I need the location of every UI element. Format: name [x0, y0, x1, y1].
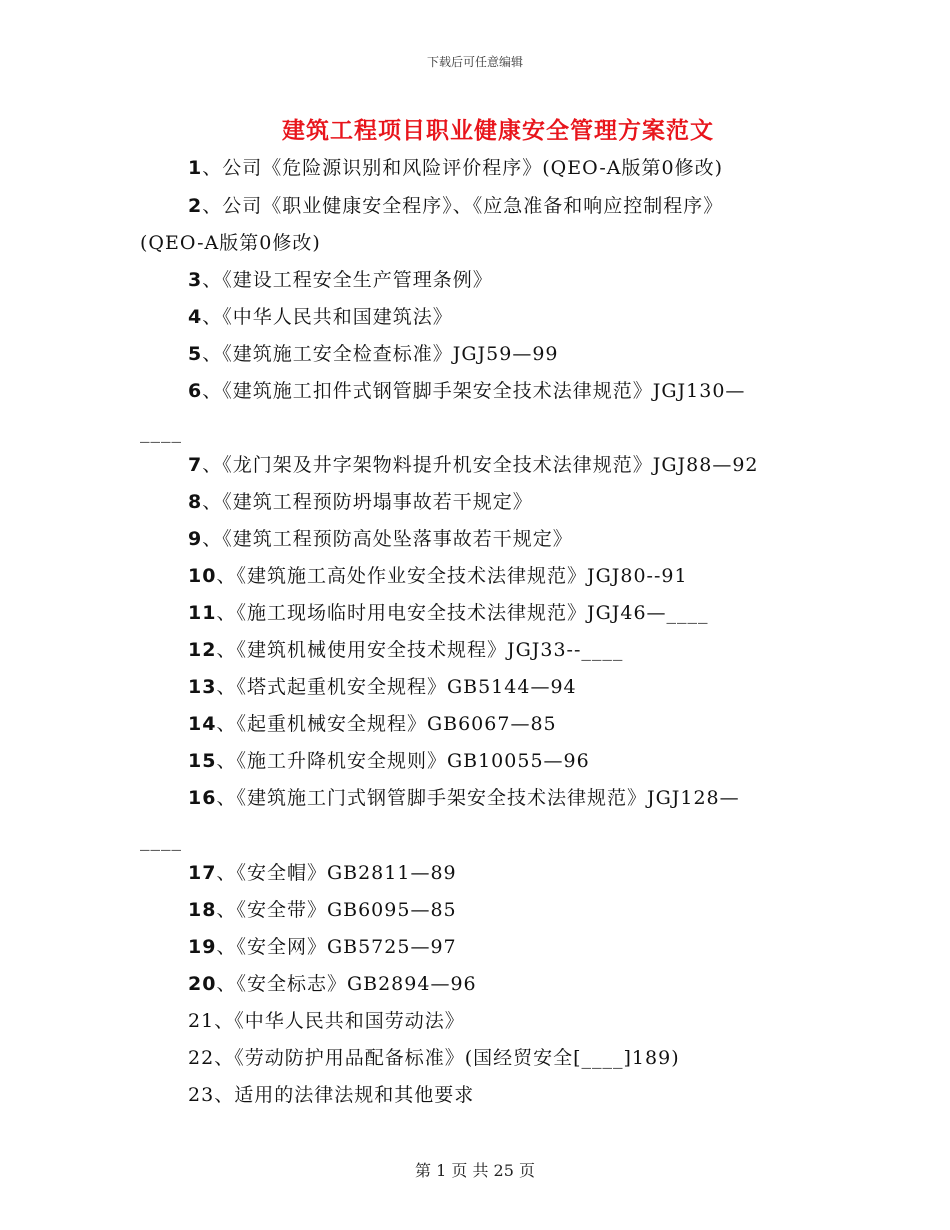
item-text: 、《建设工程安全生产管理条例》 — [202, 269, 493, 291]
item-number: 16 — [188, 787, 217, 809]
list-item — [188, 194, 723, 218]
item-number: 2 — [188, 195, 203, 217]
item-text: 、公司《职业健康安全程序》、《应急准备和响应控制程序》 — [202, 195, 724, 217]
list-item — [188, 1009, 465, 1033]
header-note: 下载后可任意编辑 — [426, 55, 523, 69]
item-text: 、《起重机械安全规程》GB6067—85 — [216, 713, 557, 735]
item-text: 、《建筑施工安全检查标准》JGJ59—99 — [202, 343, 559, 365]
item-number: 1 — [188, 157, 203, 179]
item-number: 6 — [188, 380, 203, 402]
item-text: 、《安全标志》GB2894—96 — [216, 973, 477, 995]
list-item — [188, 749, 590, 773]
list-item — [188, 675, 577, 699]
item-number: 18 — [188, 899, 217, 921]
item-text: 、《龙门架及井字架物料提升机安全技术法律规范》JGJ88—92 — [202, 454, 759, 476]
list-item — [188, 601, 709, 625]
item-text: 、《施工升降机安全规则》GB10055—96 — [216, 750, 590, 772]
page-footer: 第 1 页 共 25 页 — [415, 1161, 535, 1180]
list-item — [188, 268, 493, 292]
list-item — [188, 156, 723, 180]
list-item — [188, 527, 573, 551]
item-number: 7 — [188, 454, 203, 476]
item-number: 5 — [188, 343, 203, 365]
item-text: 、适用的法律法规和其他要求 — [214, 1084, 475, 1106]
item-text: 、《建筑工程预防坍塌事故若干规定》 — [202, 491, 533, 513]
item-number: 9 — [188, 528, 203, 550]
item-text: 、《建筑工程预防高处坠落事故若干规定》 — [202, 528, 573, 550]
item-number: 22 — [188, 1047, 215, 1069]
item-text: 、公司《危险源识别和风险评价程序》(QEO-A版第0修改) — [202, 157, 724, 179]
list-item — [188, 1083, 474, 1107]
list-item — [188, 935, 457, 959]
item-text: 、《劳动防护用品配备标准》(国经贸安全[____]189) — [214, 1047, 680, 1069]
list-item — [188, 786, 740, 810]
item-number: 15 — [188, 750, 217, 772]
list-item — [188, 342, 559, 366]
item-number: 19 — [188, 936, 217, 958]
item-text: 、《中华人民共和国建筑法》 — [202, 306, 453, 328]
item-continuation: (QEO-A版第0修改) — [140, 232, 321, 254]
list-item — [188, 861, 457, 885]
item-text: 、《建筑施工高处作业安全技术法律规范》JGJ80--91 — [216, 565, 688, 587]
item-text: 、《建筑施工扣件式钢管脚手架安全技术法律规范》JGJ130— — [202, 380, 746, 402]
item-number: 11 — [188, 602, 217, 624]
list-item — [188, 1046, 680, 1070]
list-item — [188, 490, 533, 514]
list-item — [188, 305, 453, 329]
item-number: 10 — [188, 565, 217, 587]
item-number: 13 — [188, 676, 217, 698]
item-number: 14 — [188, 713, 217, 735]
item-continuation: ____ — [140, 829, 182, 851]
item-text: 、《建筑机械使用安全技术规程》JGJ33--____ — [216, 639, 624, 661]
document-title: 建筑工程项目职业健康安全管理方案范文 — [282, 118, 714, 144]
list-item — [188, 638, 623, 662]
item-number: 8 — [188, 491, 203, 513]
item-number: 3 — [188, 269, 203, 291]
list-item — [188, 453, 759, 477]
item-number: 17 — [188, 862, 217, 884]
list-item — [188, 898, 457, 922]
item-number: 20 — [188, 973, 217, 995]
item-text: 、《安全带》GB6095—85 — [216, 899, 457, 921]
item-text: 、《施工现场临时用电安全技术法律规范》JGJ46—____ — [216, 602, 709, 624]
item-text: 、《塔式起重机安全规程》GB5144—94 — [216, 676, 577, 698]
item-text: 、《中华人民共和国劳动法》 — [214, 1010, 465, 1032]
item-continuation: ____ — [140, 421, 182, 443]
list-item — [188, 564, 688, 588]
item-text: 、《安全网》GB5725—97 — [216, 936, 457, 958]
item-number: 23 — [188, 1084, 215, 1106]
list-item — [188, 972, 477, 996]
list-item — [188, 379, 745, 403]
item-number: 12 — [188, 639, 217, 661]
list-item — [188, 712, 557, 736]
item-number: 4 — [188, 306, 203, 328]
item-number: 21 — [188, 1010, 215, 1032]
item-text: 、《安全帽》GB2811—89 — [216, 862, 457, 884]
item-text: 、《建筑施工门式钢管脚手架安全技术法律规范》JGJ128— — [216, 787, 740, 809]
